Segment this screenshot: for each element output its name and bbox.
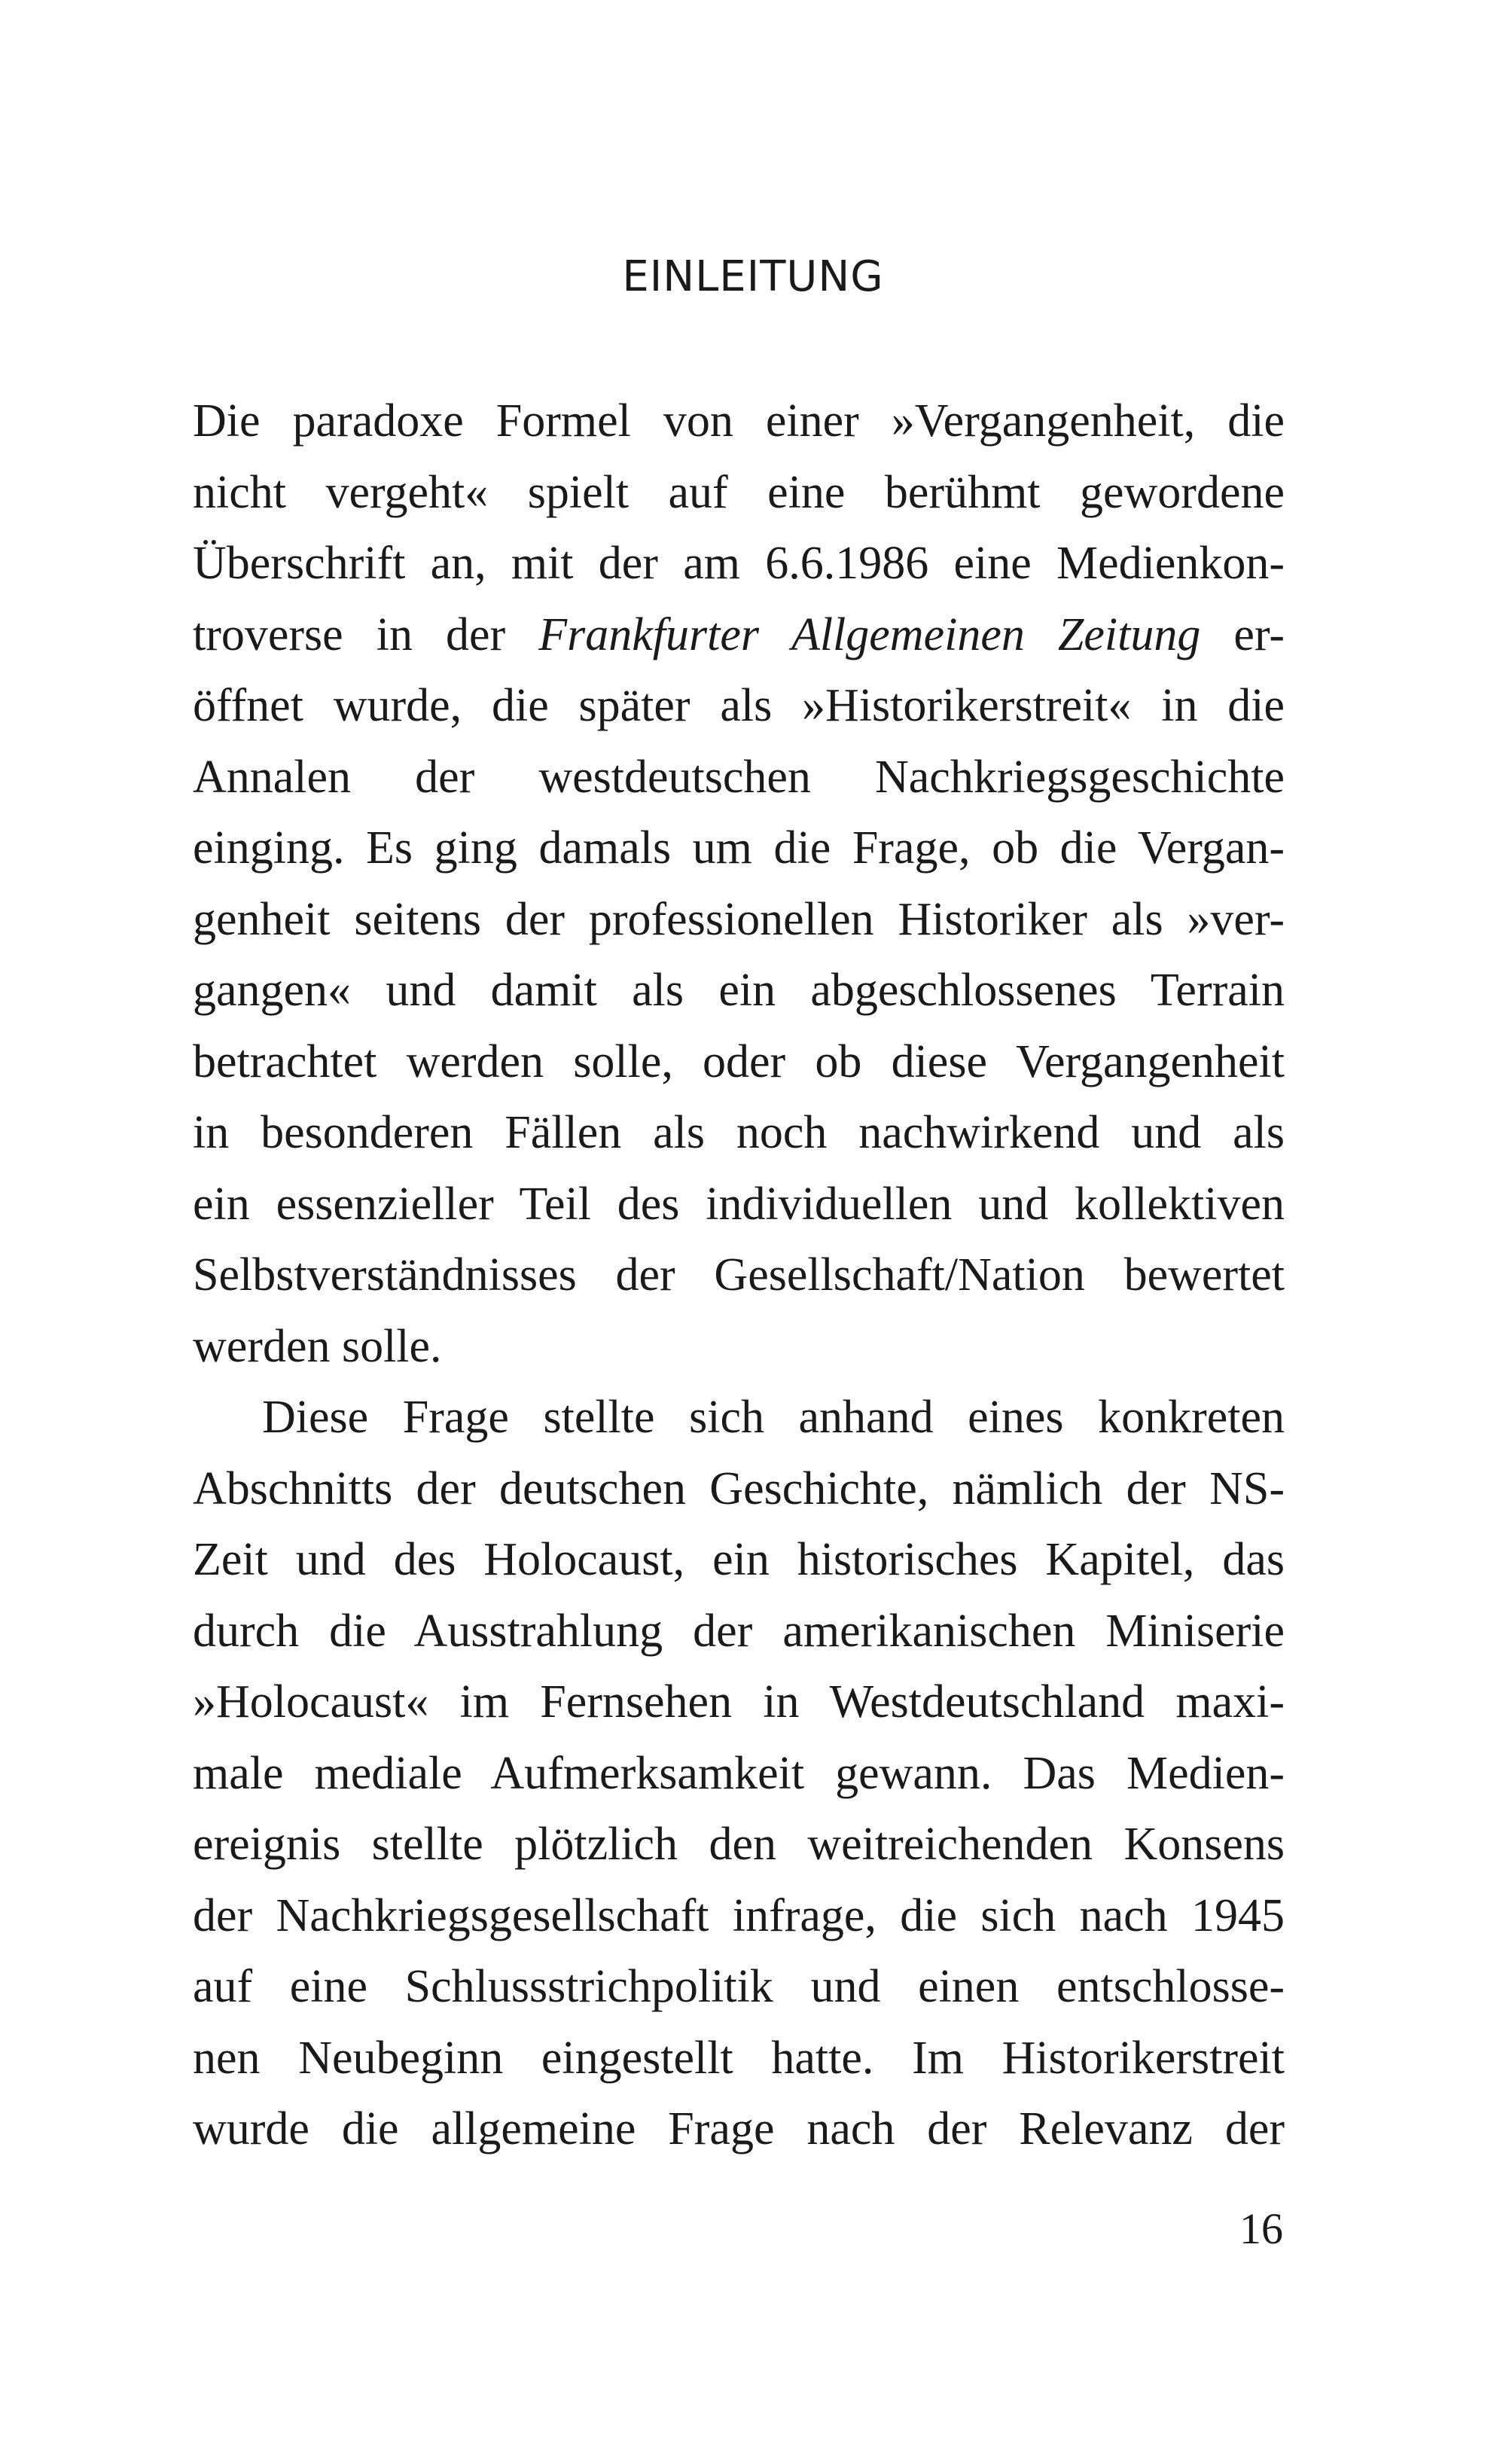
text-line: wurde die allgemeine Frage nach der Relevanz der <box>193 2103 1285 2154</box>
text-line: Die paradoxe Formel von einer »Vergangenheit, die <box>193 395 1285 447</box>
chapter-heading: EINLEITUNG <box>622 252 884 301</box>
text-line: nen Neubeginn eingestellt hatte. Im Historikerstreit <box>193 2032 1285 2084</box>
text-line: öffnet wurde, die später als »Historikerstreit« in die <box>193 680 1285 731</box>
newspaper-title: Frankfurter Allgemeinen Zeitung <box>538 608 1201 660</box>
text-line: Überschrift an, mit der am 6.6.1986 eine Medienkon- <box>193 538 1285 589</box>
text-line: gangen« und damit als ein abgeschlossenes Terrain <box>193 965 1285 1016</box>
text-line: male mediale Aufmerksamkeit gewann. Das Medien- <box>193 1747 1285 1799</box>
text-line: werden solle. <box>193 1320 442 1372</box>
body-text <box>193 386 1285 2165</box>
text-line: Diese Frage stellte sich anhand eines konkreten <box>262 1392 1285 1443</box>
text-line: ereignis stellte plötzlich den weitreichenden Konsens <box>193 1819 1285 1870</box>
text-line: betrachtet werden solle, oder ob diese Vergangenheit <box>193 1035 1285 1087</box>
text-line: Selbstverständnisses der Gesellschaft/Nation bewertet <box>193 1249 1285 1301</box>
text-line: Abschnitts der deutschen Geschichte, nämlich der NS- <box>193 1462 1285 1514</box>
text-line: ein essenzieller Teil des individuellen und kollektiven <box>193 1178 1285 1230</box>
text-line: nicht vergeht« spielt auf eine berühmt gewordene <box>193 466 1285 518</box>
text-line: der Nachkriegsgesellschaft infrage, die sich nach 1945 <box>193 1889 1285 1941</box>
text-line: Annalen der westdeutschen Nachkriegsgeschichte <box>193 751 1285 803</box>
text-line: einging. Es ging damals um die Frage, ob die Vergan- <box>193 822 1285 874</box>
text-line: »Holocaust« im Fernsehen in Westdeutschland maxi- <box>193 1676 1285 1728</box>
text-line: Zeit und des Holocaust, ein historisches Kapitel, das <box>193 1534 1285 1585</box>
text-line: in besonderen Fällen als noch nachwirkend und als <box>193 1107 1285 1158</box>
page-number: 16 <box>1239 2204 1283 2253</box>
text-run: troverse in der <box>193 608 539 660</box>
text-line: genheit seitens der professionellen Historiker als »ver- <box>193 893 1285 945</box>
text-line: auf eine Schlussstrichpolitik und einen entschlosse- <box>193 1961 1285 2012</box>
text-run: er- <box>1200 608 1285 660</box>
text-line <box>193 599 1285 671</box>
text-line: durch die Ausstrahlung der amerikanischen Miniserie <box>193 1605 1285 1657</box>
